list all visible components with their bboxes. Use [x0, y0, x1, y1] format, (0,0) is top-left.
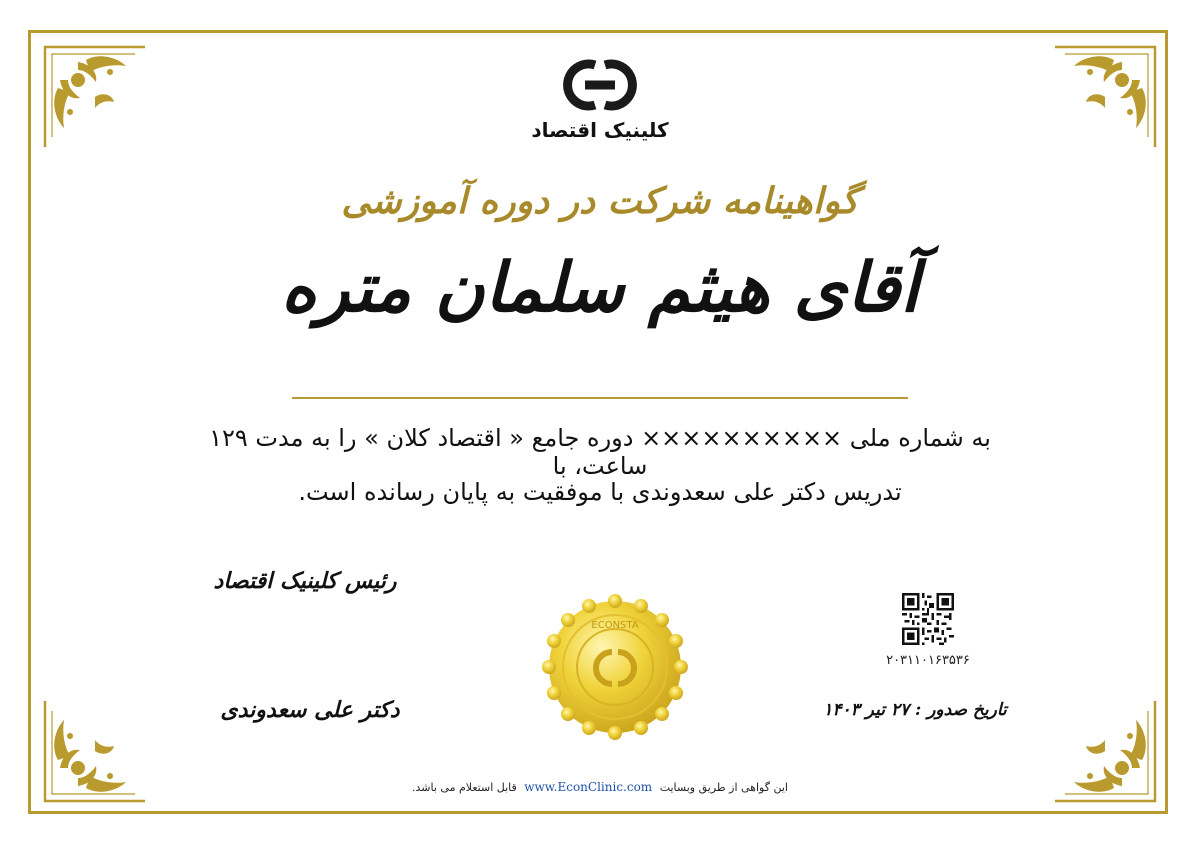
verification-footer [300, 780, 900, 794]
footer-text-before: این گواهی از طریق وبسایت [659, 781, 788, 794]
recipient-name: آقای هیثم سلمان متره [280, 248, 920, 328]
name-underline [292, 397, 908, 399]
footer-text-after: قابل استعلام می باشد. [412, 781, 517, 794]
svg-text:ECONSTA: ECONSTA [591, 620, 639, 631]
certificate-text-line-1: به شماره ملی ×××××××××× دوره جامع « اقتصاد کلان » را به مدت ۱۲۹ ساعت، با [209, 424, 991, 480]
econclinic-logo-icon [555, 55, 645, 115]
corner-ornament-icon [1050, 696, 1160, 806]
certificate-subtitle: گواهینامه شرکت در دوره آموزشی [341, 180, 859, 222]
corner-ornament-icon [40, 696, 150, 806]
corner-ornament-icon [1050, 42, 1160, 152]
certificate-number: ۲۰۳۱۱۰۱۶۳۵۳۶ [886, 653, 970, 668]
certificate-text-line-2: تدریس دکتر علی سعدوندی با موفقیت به پایان رسانده است. [298, 478, 902, 506]
signer-title: رئیس کلینیک اقتصاد [213, 568, 397, 594]
brand-name: کلینیک اقتصاد [531, 118, 669, 142]
signer-name: دکتر علی سعدوندی [220, 697, 400, 723]
gold-seal-icon [540, 592, 690, 742]
website-link[interactable]: www.EconClinic.com [524, 780, 653, 794]
qr-code-icon [902, 593, 954, 645]
issue-date: تاریخ صدور : ۲۷ تیر ۱۴۰۳ [823, 700, 1007, 720]
corner-ornament-icon [40, 42, 150, 152]
